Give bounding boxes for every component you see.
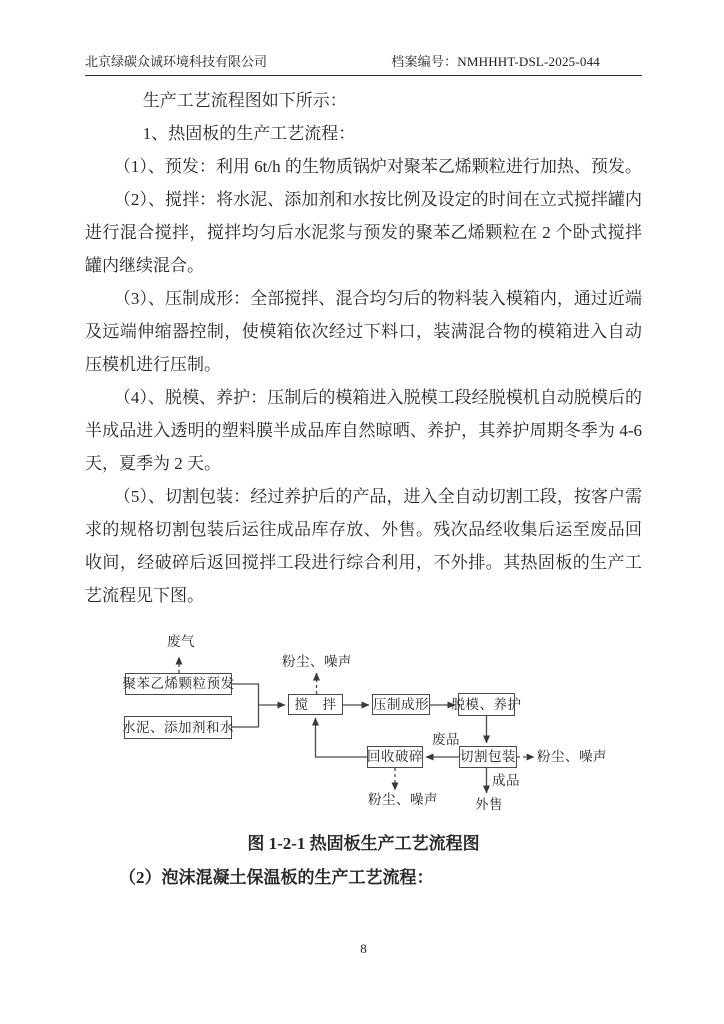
paragraph-1: 生产工艺流程图如下所示： bbox=[142, 91, 347, 110]
paragraph-7: （5）、切割包装：经过养护后的产品，进入全自动切割工段，按客户需求的规格切割包装后运往成品库存放、外售。残次品经收集后运至废品回收间，经破碎后返回搅拌工段进行综合利用，不外排。其热固板的生产工艺流程见下图。 bbox=[85, 487, 642, 605]
flow-label-waste-gas: 废气 bbox=[167, 634, 195, 649]
flow-node-demold-curing: 脱模、养护 bbox=[458, 693, 515, 716]
flow-label-finished-product: 成品 bbox=[492, 773, 520, 788]
flow-node-press-forming: 压制成形 bbox=[372, 694, 430, 715]
paragraph-3: （1）、预发：利用 6t/h 的生物质锅炉对聚苯乙烯颗粒进行加热、预发。 bbox=[113, 157, 642, 176]
paragraph-6: （4）、脱模、养护：压制后的模箱进入脱模工段经脱模机自动脱模后的半成品进入透明的塑料膜半成品库自然晾晒、养护，其养护周期冬季为 4-6 天，夏季为 2 天。 bbox=[85, 388, 642, 473]
paragraph-2: 1、热固板的生产工艺流程： bbox=[142, 124, 356, 143]
flow-label-dust-noise-mixing: 粉尘、噪声 bbox=[282, 654, 352, 669]
flow-node-recycle-crushing: 回收破碎 bbox=[367, 746, 423, 768]
flow-node-cutting-packing: 切割包装 bbox=[459, 746, 517, 768]
flow-label-sold-out: 外售 bbox=[475, 797, 503, 812]
page-header bbox=[85, 51, 642, 76]
doc-number-label: 档案编号： bbox=[391, 54, 458, 69]
paragraph-5: （3）、压制成形：全部搅拌、混合均匀后的物料装入模箱内，通过近端及远端伸缩器控制，使模箱依次经过下料口，装满混合物的模箱进入自动压模机进行压制。 bbox=[85, 289, 642, 374]
page-number: 8 bbox=[360, 941, 367, 956]
flow-edge-9 bbox=[316, 718, 368, 757]
flow-node-cement-additive: 水泥、添加剂和水 bbox=[124, 716, 232, 739]
doc-number-value: NMHHHT-DSL-2025-044 bbox=[457, 54, 600, 69]
next-section-heading: （2）泡沫混凝土保温板的生产工艺流程： bbox=[119, 868, 434, 887]
flow-label-dust-noise-crushing: 粉尘、噪声 bbox=[368, 792, 438, 807]
figure-caption: 图 1-2-1 热固板生产工艺流程图 bbox=[247, 834, 480, 853]
document-content bbox=[85, 84, 642, 894]
body-paragraphs bbox=[85, 84, 642, 612]
flow-node-pre-expansion: 聚苯乙烯颗粒预发 bbox=[125, 673, 232, 695]
flow-label-dust-noise-cutting: 粉尘、噪声 bbox=[537, 749, 607, 764]
paragraph-4: （2）、搅拌：将水泥、添加剂和水按比例及设定的时间在立式搅拌罐内进行混合搅拌，搅拌均匀后水泥浆与预发的聚苯乙烯颗粒在 2 个卧式搅拌罐内继续混合。 bbox=[85, 190, 642, 275]
header-company-name: 北京绿碳众诚环境科技有限公司 bbox=[85, 54, 268, 69]
flow-node-mixing: 搅 拌 bbox=[288, 694, 343, 715]
process-flow-diagram bbox=[85, 612, 642, 817]
flow-label-scrap: 废品 bbox=[432, 732, 460, 747]
header-doc-number bbox=[391, 51, 600, 70]
